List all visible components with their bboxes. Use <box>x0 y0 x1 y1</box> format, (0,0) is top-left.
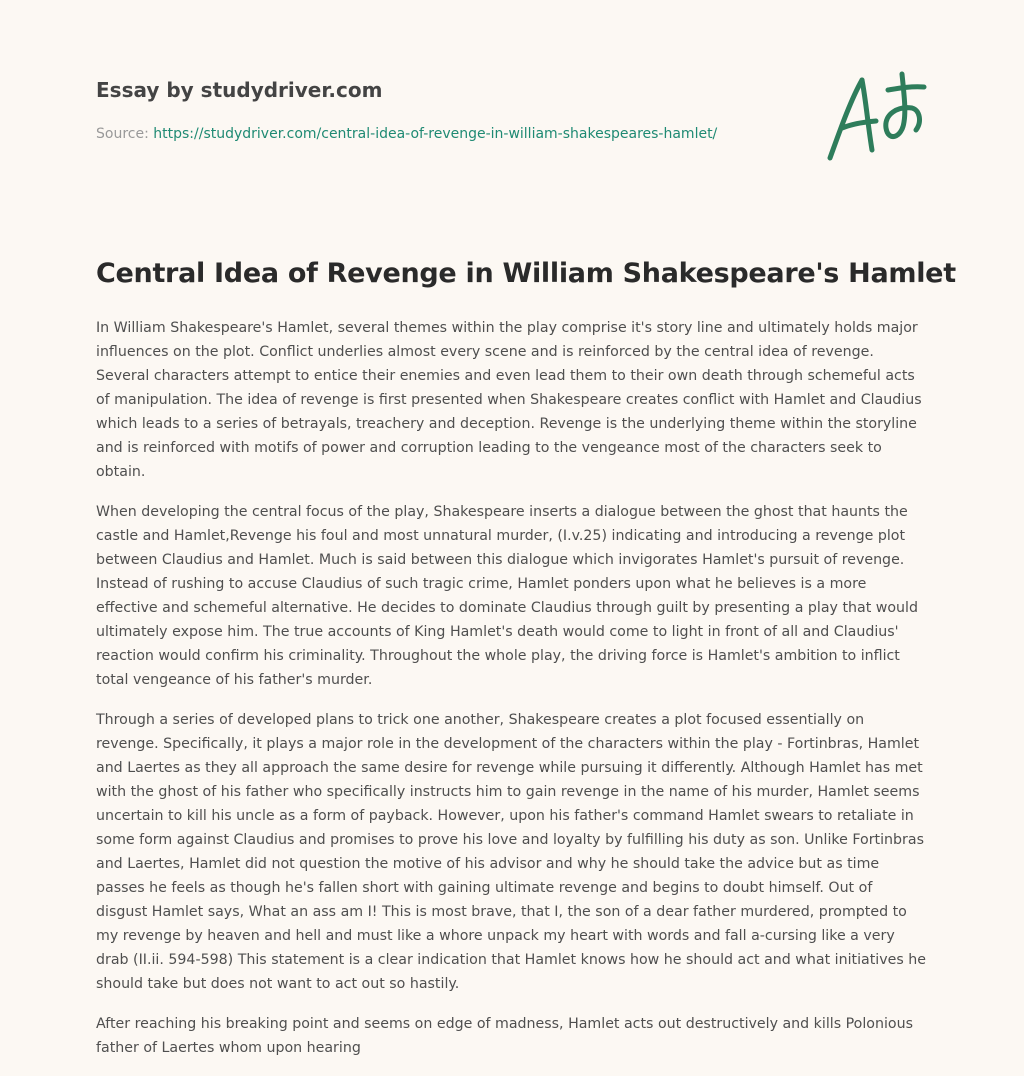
source-label: Source: <box>96 126 149 142</box>
source-link[interactable]: https://studydriver.com/central-idea-of-revenge-in-william-shakespeares-hamlet/ <box>153 126 718 142</box>
essay-paragraph: When developing the central focus of the play, Shakespeare inserts a dialogue between the ghost that haunts the castle and Hamlet,Revenge his foul and most unnatural murder, (I.v.25) indicating and introducing a revenge plot between Claudius and Hamlet. Much is said between this dialogue which invigorates Hamlet's pursuit of revenge. Instead of rushing to accuse Claudius of such tragic crime, Hamlet ponders upon what he believes is a more effective and schemeful alternative. He decides to dominate Claudius through guilt by presenting a play that would ultimately expose him. The true accounts of King Hamlet's death would come to light in front of all and Claudius' reaction would confirm his criminality. Throughout the whole play, the driving force is Hamlet's ambition to inflict total vengeance of his father's murder. <box>96 504 918 688</box>
site-brand: Essay by studydriver.com <box>96 78 383 102</box>
essay-paragraph: After reaching his breaking point and seems on edge of madness, Hamlet acts out destructively and kills Polonious father of Laertes whom upon hearing <box>96 1016 913 1056</box>
source-line <box>96 125 796 143</box>
essay-body <box>96 316 928 1076</box>
a-plus-logo-icon <box>820 66 930 166</box>
a-plus-logo <box>820 66 930 166</box>
essay-title: Central Idea of Revenge in William Shakespeare's Hamlet <box>96 258 956 289</box>
essay-paragraph: In William Shakespeare's Hamlet, several themes within the play comprise it's story line and ultimately holds major influences on the plot. Conflict underlies almost every scene and is reinforced by the central idea of revenge. Several characters attempt to entice their enemies and even lead them to their own death through schemeful acts of manipulation. The idea of revenge is first presented when Shakespeare creates conflict with Hamlet and Claudius which leads to a series of betrayals, treachery and deception. Revenge is the underlying theme within the storyline and is reinforced with motifs of power and corruption leading to the vengeance most of the characters seek to obtain. <box>96 320 922 480</box>
essay-header <box>96 78 796 143</box>
essay-paragraph: Through a series of developed plans to trick one another, Shakespeare creates a plot focused essentially on revenge. Specifically, it plays a major role in the development of the characters within the play - Fortinbras, Hamlet and Laertes as they all approach the same desire for revenge while pursuing it differently. Although Hamlet has met with the ghost of his father who specifically instructs him to gain revenge in the name of his murder, Hamlet seems uncertain to kill his uncle as a form of payback. However, upon his father's command Hamlet swears to retaliate in some form against Claudius and promises to prove his love and loyalty by fulfilling his duty as son. Unlike Fortinbras and Laertes, Hamlet did not question the motive of his advisor and why he should take the advice but as time passes he feels as though he's fallen short with gaining ultimate revenge and begins to doubt himself. Out of disgust Hamlet says, What an ass am I! This is most brave, that I, the son of a dear father murdered, prompted to my revenge by heaven and hell and must like a whore unpack my heart with words and fall a-cursing like a very drab (II.ii. 594-598) This statement is a clear indication that Hamlet knows how he should act and what initiatives he should take but does not want to act out so hastily. <box>96 712 926 992</box>
